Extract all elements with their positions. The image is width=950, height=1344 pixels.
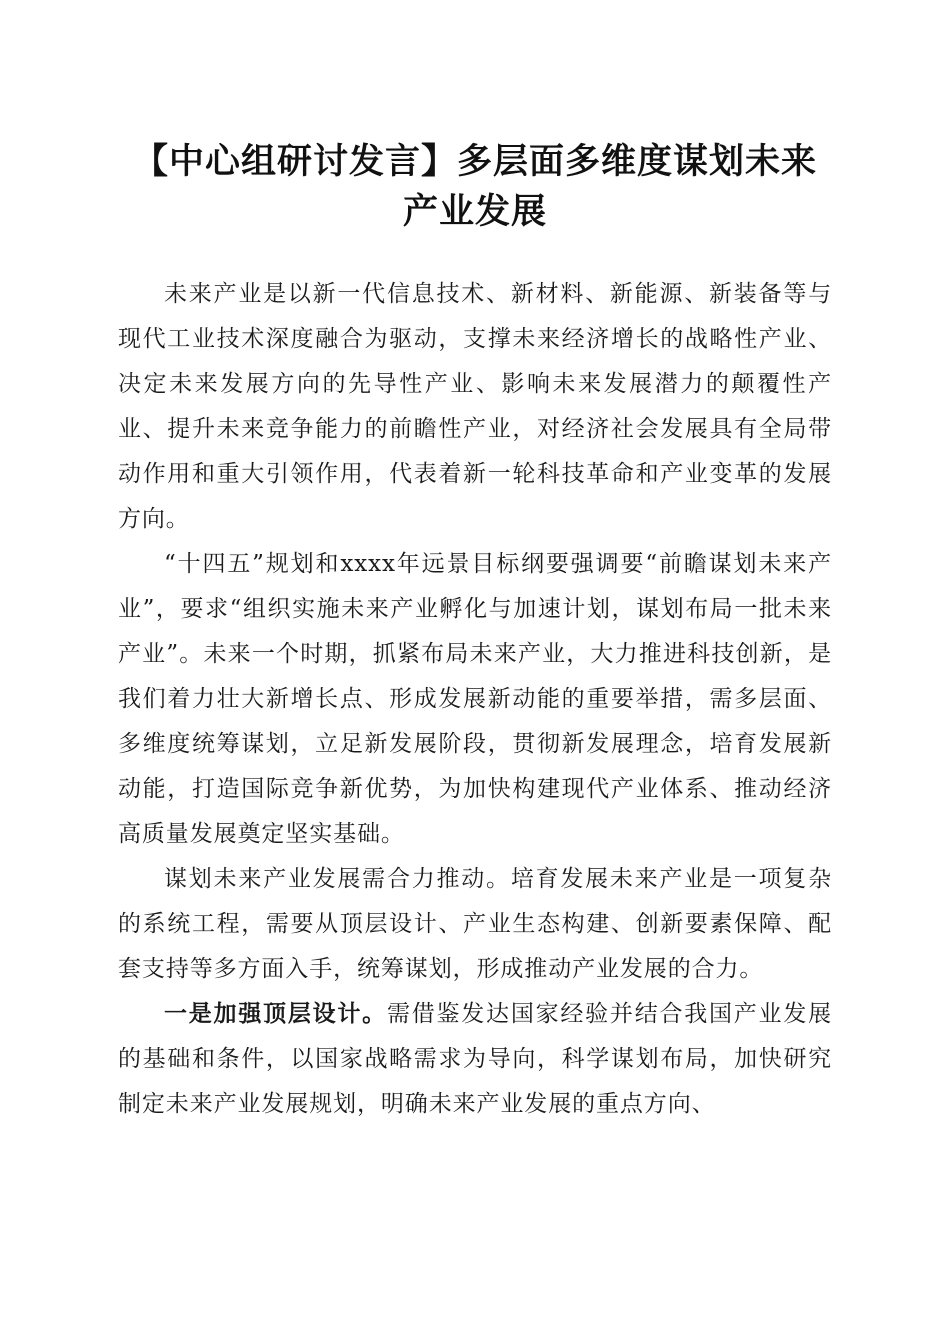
document-body	[118, 272, 832, 1127]
paragraph-plan	[118, 542, 832, 857]
paragraph-text: 未来产业是以新一代信息技术、新材料、新能源、新装备等与现代工业技术深度融合为驱动，支撑未来经济增长的战略性产业、决定未来发展方向的先导性产业、影响未来发展潜力的颠覆性产业、提升未来竞争能力的前瞻性产业，对经济社会发展具有全局带动作用和重大引领作用，代表着新一轮科技革命和产业变革的发展方向。	[118, 281, 832, 532]
paragraph-lead: 一是加强顶层设计。	[164, 1001, 387, 1027]
paragraph-intro	[118, 272, 832, 542]
paragraph-text: 谋划未来产业发展需合力推动。培育发展未来产业是一项复杂的系统工程，需要从顶层设计、产业生态构建、创新要素保障、配套支持等多方面入手，统筹谋划，形成推动产业发展的合力。	[118, 866, 832, 982]
paragraph-text: 需借鉴发达国家经验并结合我国产业发展的基础和条件，以国家战略需求为导向，科学谋划布局，加快研究制定未来产业发展规划，明确未来产业发展的重点方向、	[118, 1001, 833, 1117]
paragraph-text: “十四五”规划和xxxx年远景目标纲要强调要“前瞻谋划未来产业”，要求“组织实施未来产业孵化与加速计划，谋划布局一批未来产业”。未来一个时期，抓紧布局未来产业，大力推进科技创新，是我们着力壮大新增长点、形成发展新动能的重要举措，需多层面、多维度统筹谋划，立足新发展阶段，贯彻新发展理念，培育发展新动能，打造国际竞争新优势，为加快构建现代产业体系、推动经济高质量发展奠定坚实基础。	[118, 551, 832, 847]
document-title: 【中心组研讨发言】多层面多维度谋划未来产业发展	[132, 142, 817, 232]
paragraph-top-design	[118, 992, 832, 1127]
paragraph-synergy	[118, 857, 832, 992]
